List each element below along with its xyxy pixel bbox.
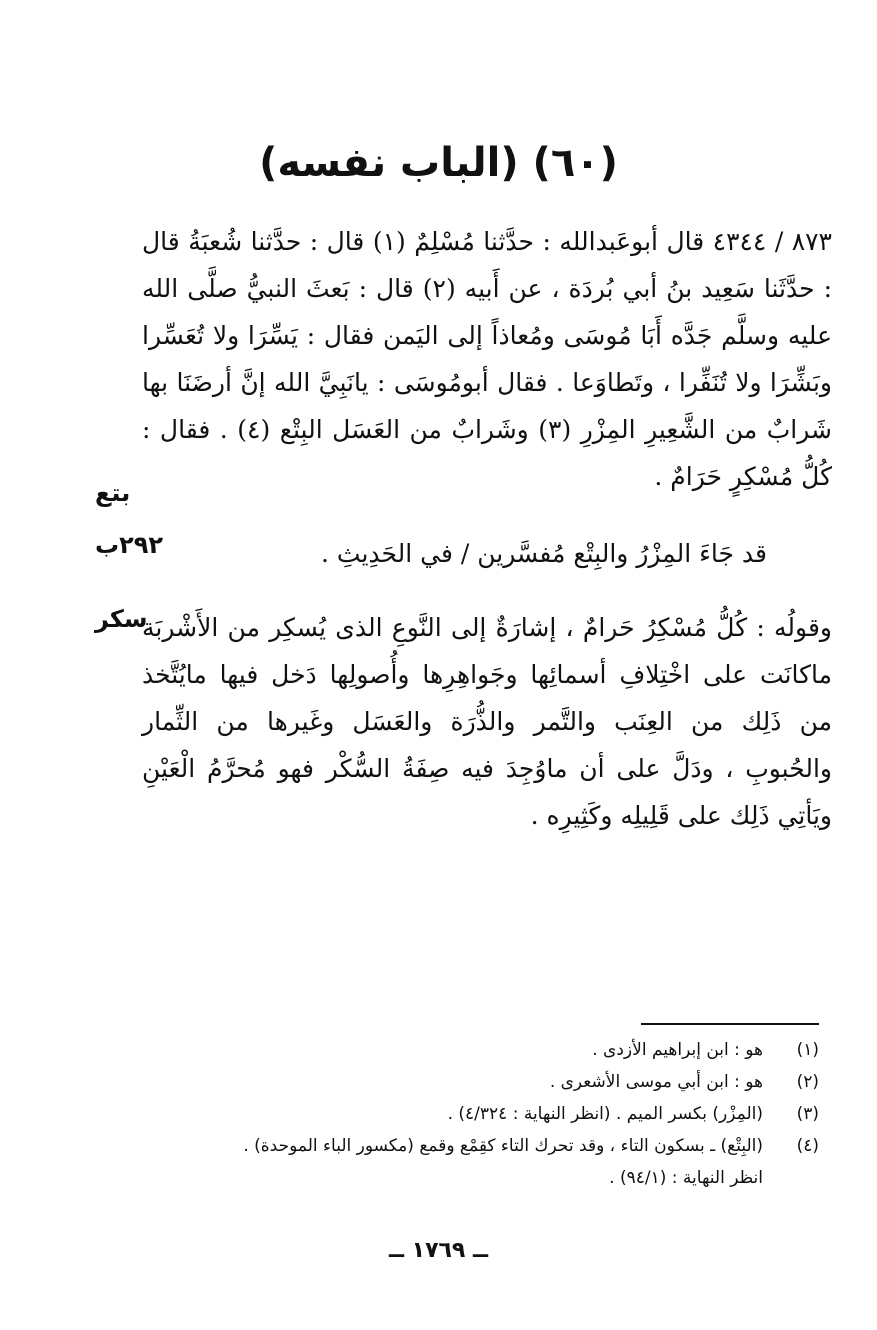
footnote-2: [119, 1066, 819, 1098]
footnotes: [119, 1034, 819, 1194]
footnote-number: (٣): [796, 1104, 819, 1124]
margin-note-sukr: سكر: [95, 605, 148, 633]
margin-note-folio: ٢٩٢ب: [95, 531, 164, 559]
footnote-text: هو : ابن أبي موسى الأشعرى .: [549, 1072, 763, 1092]
commentary-2: وقولُه : كُلُّ مُسْكِرُ حَرامٌ ، إشارَةٌ إلى النَّوعِ الذى يُسكِر من الأَشْربَة ماكانَت على اخْتِلافِ أسمائِها وجَواهِرِها وأُصولِها دَخل فيها مايُتَّخذ من ذَلِك من العِنَب والتَّمر والذُّرَة والعَسَل وغَيرها من الثِّمار والحُبوبِ ، ودَلَّ على أن ماوُجِدَ فيه صِفَةُ السُّكْر فهو مُحرَّمُ الْعَيْنِ ويَأتِي ذَلِك على قَلِيلِه وكَثِيرِه .: [142, 613, 832, 830]
commentary-1: قد جَاءَ المِزْرُ والبِتْع مُفسَّرين / في الحَدِيثِ .: [321, 539, 767, 568]
margin-note-bit: بتع: [95, 479, 131, 507]
footnote-1: [119, 1034, 819, 1066]
footnote-number: (٢): [796, 1072, 819, 1092]
footnote-4-continuation: انظر النهاية : (٩٤/١) .: [609, 1168, 763, 1188]
chapter-heading: (٦٠) (الباب نفسه): [259, 140, 618, 186]
page-number: ــ ١٧٦٩ ــ: [388, 1238, 489, 1263]
footnote-text: (البِتْع) ـ بسكون التاء ، وقد تحرك التاء كقِمْع وقمع (مكسور الباء الموحدة) .: [243, 1136, 763, 1156]
footnote-text: هو : ابن إبراهيم الأزدى .: [592, 1040, 763, 1060]
footnote-4: [119, 1130, 819, 1162]
footnote-number: (٤): [796, 1136, 819, 1156]
footnote-3: [119, 1098, 819, 1130]
footnote-number: (١): [796, 1040, 819, 1060]
hadith-text: ٨٧٣ / ٤٣٤٤ قال أبوعَبدالله : حدَّثنا مُسْلِمٌ (١) قال : حدَّثنا شُعبَةُ قال : حدَّثَنا سَعِيد بنُ أبي بُردَة ، عن أَبيه (٢) قال : بَعثَ النبيُّ صلَّى الله عليه وسلَّم جَدَّه أَبَا مُوسَى ومُعاذاً إلى اليَمن فقال : يَسِّرَا ولا تُعَسِّرا وبَشِّرَا ولا تُنَفِّرا ، وتَطاوَعا . فقال أبومُوسَى : يانَبِيَّ الله إنَّ أرضَنَا بها شَرابٌ من الشَّعِيرِ المِزْرِ (٣) وشَرابٌ من العَسَل البِتْع (٤) . فقال : كُلُّ مُسْكِرٍ حَرَامٌ .: [142, 227, 832, 491]
footnote-divider: [641, 1023, 819, 1025]
footnote-text: (المِزْر) بكسر الميم . (انظر النهاية : ٤/٣٢٤) .: [447, 1104, 763, 1124]
